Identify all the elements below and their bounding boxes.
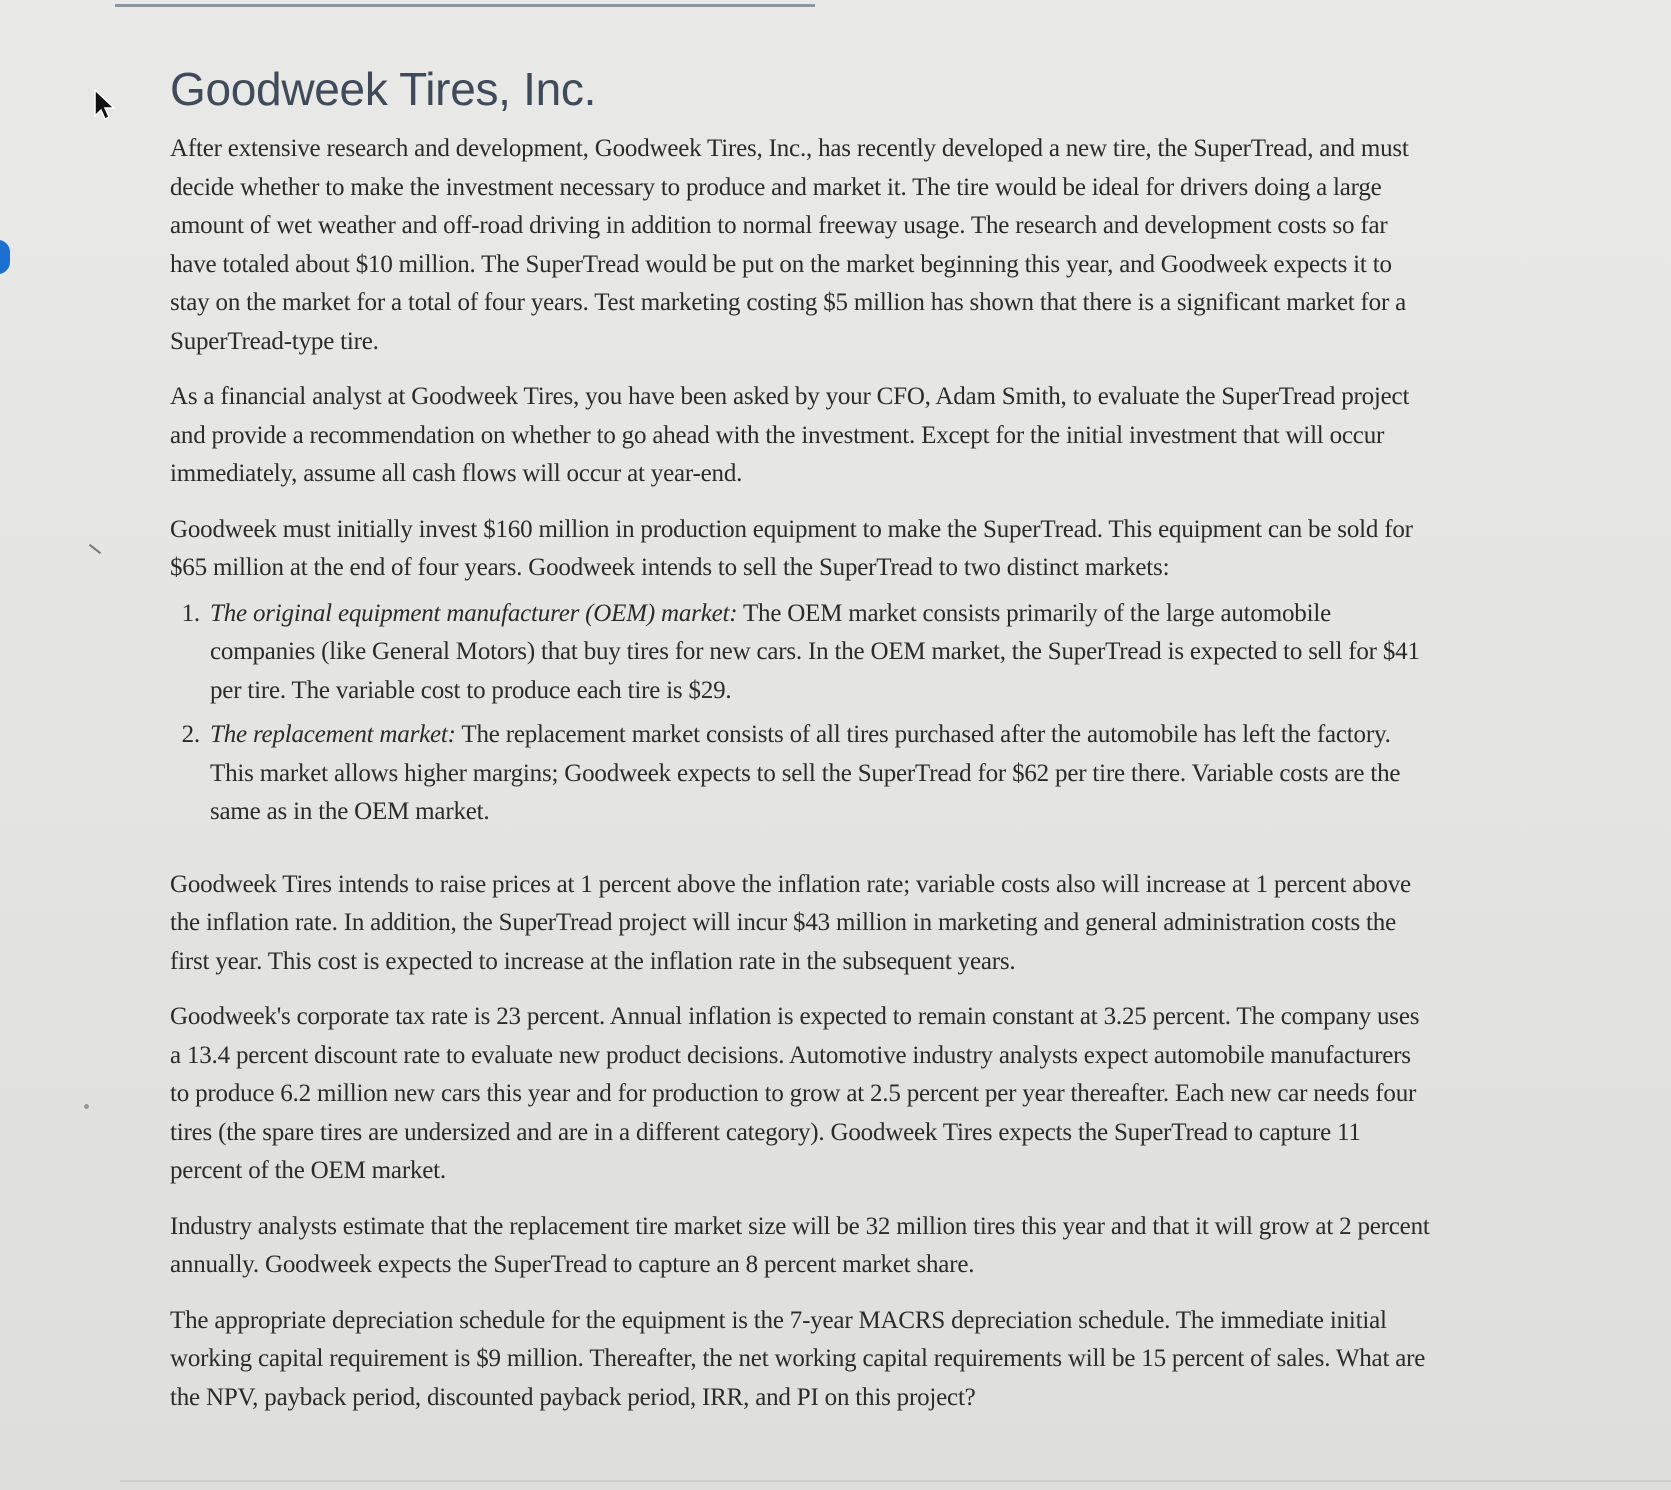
mouse-cursor-icon [92,88,120,122]
paragraph-intro: After extensive research and development, Goodweek Tires, Inc., has recently developed a new tire, the SuperTread, and must decide whether to make the investment necessary to produce and market it. The tire would be ideal for drivers doing a large amount of wet weather and off-road driving in addition to normal freeway usage. The research and development costs so far have totaled about $10 million. The SuperTread would be put on the market beginning this year, and Goodweek expects it to stay on the market for a total of four years. Test marketing costing $5 million has shown that there is a significant market for a SuperTread-type tire. [170,135,1409,355]
paragraph-depreciation-question: The appropriate depreciation schedule for the equipment is the 7-year MACRS depreciation schedule. The immediate initial working capital requirement is $9 million. Thereafter, the net working capital requirements will be 15 percent of sales. What are the NPV, payback period, discounted payback period, IRR, and PI on this project? [170,1306,1426,1411]
list-item-term: The replacement market: [210,721,456,748]
list-item-text: The replacement market consists of all tires purchased after the automobile has left the factory. This market allows higher margins; Goodweek expects to sell the SuperTread for $62 per tire there. Variable costs are the same as in the OEM market. [210,721,1401,825]
list-item-replacement [206,716,1430,832]
download-link-cutoff[interactable] [115,0,815,7]
pen-mark [89,544,101,554]
paragraph-pricing: Goodweek Tires intends to raise prices at 1 percent above the inflation rate; variable costs also will increase at 1 percent above the inflation rate. In addition, the SuperTread project will incur $43 million in marketing and general administration costs the first year. This cost is expected to increase at the inflation rate in the subsequent years. [170,870,1411,975]
list-item-term: The original equipment manufacturer (OEM) market: [210,599,738,627]
paragraph-investment: Goodweek must initially invest $160 million in production equipment to make the SuperTread. This equipment can be sold for $65 million at the end of four years. Goodweek intends to sell the SuperTread to two distinct markets: [170,515,1413,581]
list-item-oem [206,595,1430,711]
document-title: Goodweek Tires, Inc. [170,63,597,115]
list-item-text: The OEM market consists primarily of the large automobile companies (like General Motors) that buy tires for new cars. In the OEM market, the SuperTread is expected to sell for $41 per tire. The variable cost to produce each tire is $29. [210,599,1420,704]
document-content [170,62,1430,1434]
dot-mark [84,1104,89,1109]
paragraph-analyst-role: As a financial analyst at Goodweek Tires, you have been asked by your CFO, Adam Smith, to evaluate the SuperTread project and provide a recommendation on whether to go ahead with the investment. Except for the initial investment that will occur immediately, assume all cash flows will occur at year-end. [170,383,1410,487]
markets-list [170,595,1430,832]
side-tab[interactable] [0,240,10,274]
divider [120,1480,1671,1482]
paragraph-replacement-market: Industry analysts estimate that the replacement tire market size will be 32 million tires this year and that it will grow at 2 percent annually. Goodweek expects the SuperTread to capture an 8 percent market share. [170,1212,1430,1278]
paragraph-tax-inflation: Goodweek's corporate tax rate is 23 percent. Annual inflation is expected to remain constant at 3.25 percent. The company uses a 13.4 percent discount rate to evaluate new product decisions. Automotive industry analysts expect automobile manufacturers to produce 6.2 million new cars this year and for production to grow at 2.5 percent per year thereafter. Each new car needs four tires (the spare tires are undersized and are in a different category). Goodweek Tires expects the SuperTread to capture 11 percent of the OEM market. [170,1003,1420,1184]
